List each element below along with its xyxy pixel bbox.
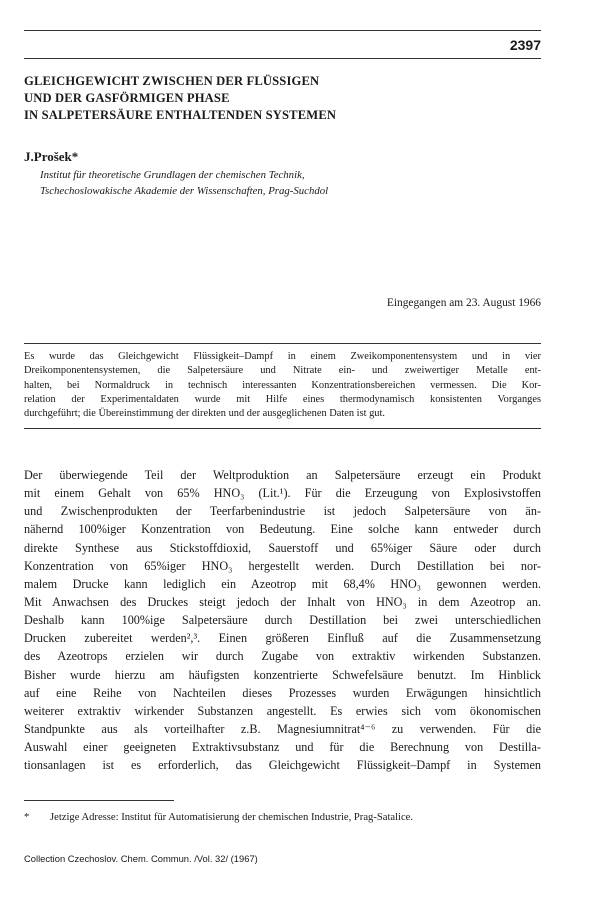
body-line: Der überwiegende Teil der Weltproduktion an Salpetersäure erzeugt ein Produkt [24, 468, 541, 482]
abstract-bottom-rule [24, 428, 541, 429]
affiliation-line: Institut für theoretische Grundlagen der chemischen Technik, [40, 169, 305, 181]
body-line: Bisher wurde hierzu am häufigsten konzentrierte Schwefelsäure benutzt. Im Hinblick [24, 667, 541, 682]
body-line: Mit Anwachsen des Druckes steigt jedoch der Inhalt von HNO₃ in dem Azeotrop an. [24, 594, 541, 609]
page-number: 2397 [509, 37, 541, 53]
body-line: Auswahl einer geeigneten Extraktivsubstanz und für die Berechnung von Destilla- [24, 740, 541, 755]
header-rule [24, 58, 541, 59]
body-line: Drucken zubereitet werden²,³. Einen größeren Einfluß auf die Zusammensetzung [24, 631, 541, 646]
article-title [24, 73, 544, 124]
abstract-line: Dreikomponentensystemen, die Salpetersäure und Nitrate ein- und zweiwertiger Metalle ent- [24, 365, 541, 377]
body-line: auf eine Reihe von Nachteilen dieses Prozesses wurden Erwägungen hinsichtlich [24, 685, 541, 700]
abstract-line: durchgeführt; die Übereinstimmung der direkten und der ausgeglichenen Daten ist gut. [24, 408, 385, 420]
body-line: des Azeotrops erzielen wir durch Zugabe von extraktiv wirkenden Substanzen. [24, 649, 541, 664]
body-line: Konzentration von 65%iger HNO₃ hergestellt werden. Durch Destillation bei nor- [24, 558, 541, 573]
body-line: direkte Synthese aus Stickstoffdioxid, Sauerstoff und 65%iger Säure oder durch [24, 540, 541, 555]
title-line: GLEICHGEWICHT ZWISCHEN DER FLÜSSIGEN [24, 74, 320, 88]
body-line: und Zwischenprodukten der Teerfarbenindustrie ist jedoch Salpetersäure von än- [24, 504, 541, 519]
abstract-top-rule [24, 343, 541, 344]
abstract-line: relation der Experimentaldaten wurde mit Hilfe eines thermodynamisch konsistenten Vorganges [24, 393, 541, 405]
body-line: weiterer extraktiv wirkender Substanzen angestellt. Es erwies sich vom ökonomischen [24, 703, 541, 718]
footnote-text: Jetzige Adresse: Institut für Automatisierung der chemischen Industrie, Prag-Satalice. [50, 812, 414, 823]
body-text [24, 466, 541, 774]
title-line: UND DER GASFÖRMIGEN PHASE [24, 91, 230, 105]
footnote [24, 812, 541, 823]
abstract-line: halten, bei Normaldruck in technisch interessanten Konzentrationsbereichen vermessen. Die Kor- [24, 379, 541, 391]
footnote-rule [24, 800, 174, 801]
body-line: Deshalb kann 100%ige Salpetersäure durch Destillation bei zwei unterschiedlichen [24, 613, 541, 628]
title-line: IN SALPETERSÄURE ENTHALTENDEN SYSTEMEN [24, 108, 337, 122]
body-line: nähernd 100%iger Konzentration von Bedeutung. Eine solche kann entweder durch [24, 522, 541, 537]
body-line: Standpunkte aus als vorteilhafter z.B. Magnesiumnitrat⁴⁻⁶ zu verwenden. Für die [24, 721, 541, 736]
body-line: mit einem Gehalt von 65% HNO₃ (Lit.¹). Für die Erzeugung von Explosivstoffen [24, 486, 541, 501]
affiliation [40, 168, 540, 199]
author: J.Prošek* [24, 149, 79, 164]
body-line: tionsanlagen ist es erforderlich, das Gleichgewicht Flüssigkeit–Dampf in Systemen [24, 758, 541, 773]
abstract-line: Es wurde das Gleichgewicht Flüssigkeit–Dampf in einem Zweikomponentensystem und in vier [24, 351, 541, 362]
received-date: Eingegangen am 23. August 1966 [386, 297, 541, 309]
top-rule [24, 30, 541, 31]
body-line: malem Drucke kann lediglich ein Azeotrop mit 68,4% HNO₃ gewonnen werden. [24, 576, 541, 591]
abstract [24, 350, 541, 421]
journal-reference: Collection Czechoslov. Chem. Commun. /Vol. 32/ (1967) [24, 853, 258, 864]
affiliation-line: Tschechoslowakische Akademie der Wissenschaften, Prag-Suchdol [40, 184, 329, 197]
footnote-mark: * [24, 812, 30, 823]
